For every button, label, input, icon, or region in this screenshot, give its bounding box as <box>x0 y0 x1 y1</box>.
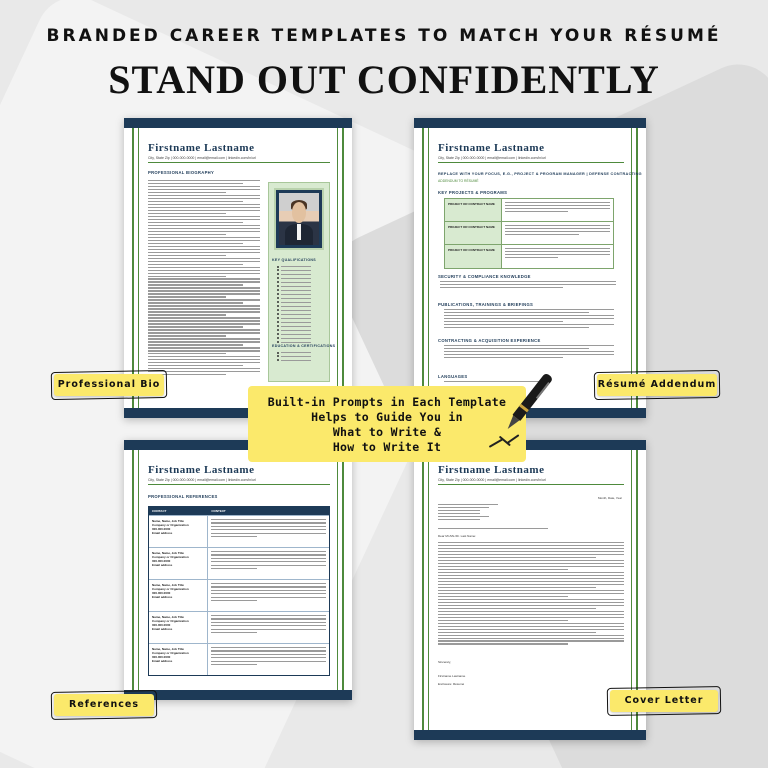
header-rule <box>148 162 330 163</box>
document-name: Firstname Lastname <box>148 142 255 154</box>
page-border-line <box>428 450 429 730</box>
callout-line: What to Write & <box>332 425 442 439</box>
page-border-line <box>342 450 344 690</box>
security-text <box>440 281 616 290</box>
page-border-line <box>132 128 134 408</box>
publications-text <box>444 309 614 330</box>
document-contact: City, State Zip | 000-000-0000 | email@email.com | linkedin.com/in/url <box>148 156 256 160</box>
education-title: EDUCATION & CERTIFICATIONS <box>272 344 336 348</box>
page-border-line <box>132 450 134 690</box>
key-qualifications-title: KEY QUALIFICATIONS <box>272 258 317 262</box>
references-table: CONTACT CONTEXT Name, Name, Job Title Company or Organization 000.000.0000 Email address Name, Name, Job Title Company or Organization 000.000.0000 Email address Name, Name, Job Title Company or Organization 000.000.0000 Email address Name, Name, Job Title Company or Organization 000.000.0000 Email address Name, Name, Job Title Company or Organization 000.000.0000 Email address <box>148 506 330 676</box>
cover-letter-label: Cover Letter <box>610 690 718 712</box>
page-border-line <box>337 128 338 408</box>
subject-line <box>438 528 548 531</box>
document-name: Firstname Lastname <box>148 464 255 476</box>
page-border-line <box>138 450 139 690</box>
projects-table: PROJECT OR CONTRACT NAME PROJECT OR CONTRACT NAME PROJECT OR CONTRACT NAME <box>444 198 614 269</box>
page-bottom-bar <box>124 690 352 700</box>
publications-title: PUBLICATIONS, TRAININGS & BRIEFINGS <box>438 302 534 307</box>
document-contact: City, State Zip | 000-000-0000 | email@email.com | linkedin.com/in/url <box>438 156 546 160</box>
page-top-bar <box>124 118 352 128</box>
addendum-subheading: ADDENDUM TO RÉSUMÉ <box>438 179 479 183</box>
references-title: PROFESSIONAL REFERENCES <box>148 494 218 499</box>
document-contact: City, State Zip | 000-000-0000 | email@email.com | linkedin.com/in/url <box>438 478 546 482</box>
page-border-line <box>636 450 638 730</box>
signoff-name: Firstname Lastname <box>438 674 466 678</box>
headshot-photo <box>274 188 324 250</box>
page-border-line <box>342 128 344 408</box>
page-border-line <box>636 128 638 408</box>
professional-bio-label: Professional Bio <box>54 374 164 396</box>
letter-date: Month, Date, Year <box>597 496 622 500</box>
page-border-line <box>428 128 429 408</box>
callout-line: Built-in Prompts in Each Template <box>267 395 507 409</box>
page-border-line <box>138 128 139 408</box>
resume-addendum-label: Résumé Addendum <box>597 374 717 396</box>
references-page <box>124 440 352 700</box>
page-border-line <box>422 450 424 730</box>
page-top-bar <box>414 118 646 128</box>
contracting-text <box>444 345 614 360</box>
recipient-address <box>438 504 498 522</box>
enclosure: Enclosure: Résumé <box>438 682 465 686</box>
callout-line: How to Write It <box>332 440 442 454</box>
callout-line: Helps to Guide You in <box>311 410 463 424</box>
document-contact: City, State Zip | 000-000-0000 | email@email.com | linkedin.com/in/url <box>148 478 256 482</box>
resume-addendum-page <box>414 118 646 418</box>
page-border-line <box>422 128 424 408</box>
page-border-line <box>631 128 632 408</box>
contracting-title: CONTRACTING & ACQUISITION EXPERIENCE <box>438 338 541 343</box>
scribble-icon <box>488 424 522 448</box>
languages-title: LANGUAGES <box>438 374 468 379</box>
header-rule <box>438 162 624 163</box>
header-rule <box>438 484 624 485</box>
education-list <box>276 352 311 364</box>
prompts-callout <box>248 386 526 462</box>
salutation: Dear Mr./Ms./Dr. Last Name: <box>438 534 477 538</box>
letter-body <box>438 542 624 646</box>
document-name: Firstname Lastname <box>438 464 545 476</box>
header-rule <box>148 484 330 485</box>
banner-title: STAND OUT CONFIDENTLY <box>108 57 660 102</box>
document-name: Firstname Lastname <box>438 142 545 154</box>
references-label: References <box>54 694 154 716</box>
addendum-heading: REPLACE WITH YOUR FOCUS, E.G., PROJECT & PROGRAM MANAGER | DEFENSE CONTRACTING <box>438 172 642 176</box>
page-border-line <box>631 450 632 730</box>
banner-subtitle: BRANDED CAREER TEMPLATES TO MATCH YOUR RÉSUMÉ <box>46 26 722 46</box>
bio-text <box>148 180 260 377</box>
closing: Sincerely, <box>438 660 451 664</box>
page-border-line <box>337 450 338 690</box>
section-title: PROFESSIONAL BIOGRAPHY <box>148 170 215 175</box>
page-bottom-bar <box>414 730 646 740</box>
security-title: SECURITY & COMPLIANCE KNOWLEDGE <box>438 274 531 279</box>
qualifications-list <box>276 266 311 346</box>
professional-bio-page <box>124 118 352 418</box>
projects-title: KEY PROJECTS & PROGRAMS <box>438 190 508 195</box>
